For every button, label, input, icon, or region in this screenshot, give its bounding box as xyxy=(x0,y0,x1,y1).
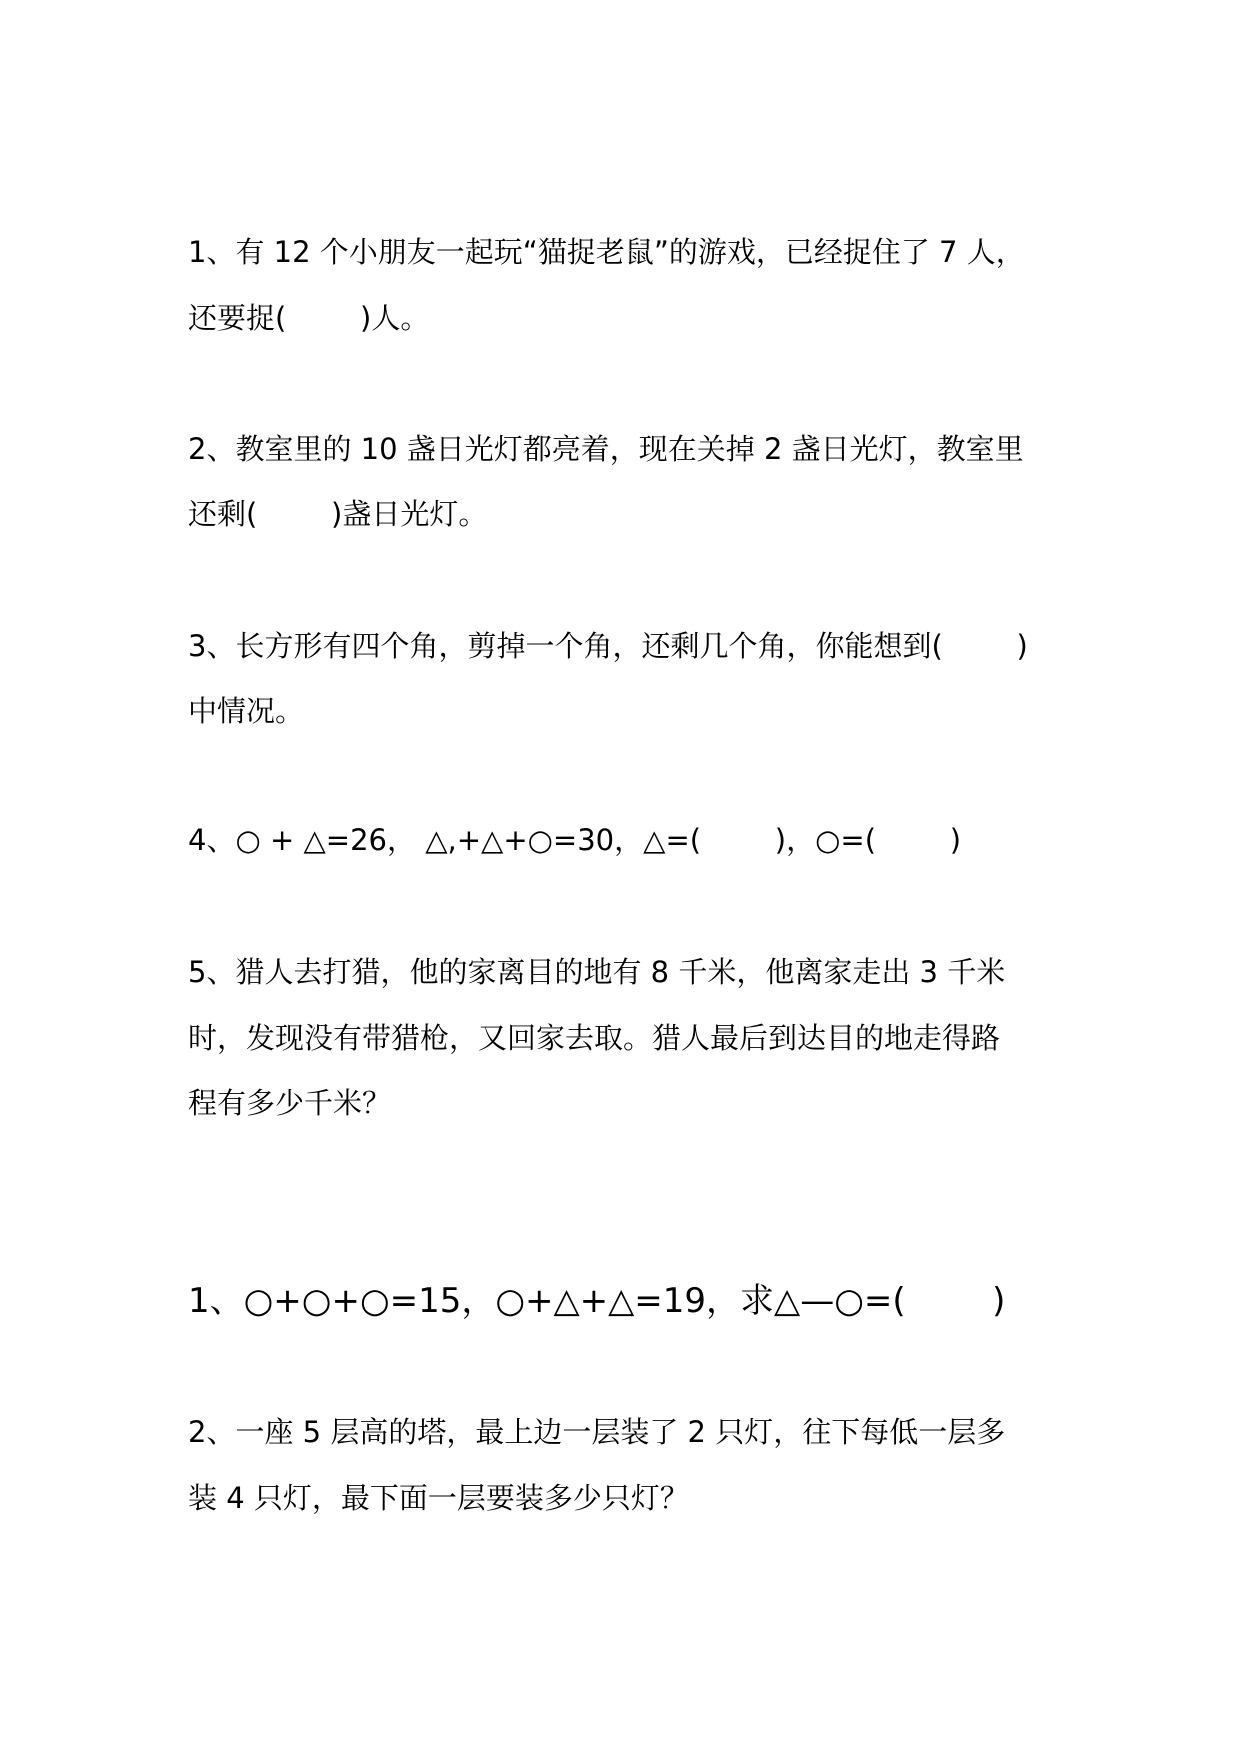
section2-question-1-line-1: 1、○+○+○=15，○+△+△=19，求△—○=( ) xyxy=(188,1281,1006,1321)
question-3-line-2: 中情况。 xyxy=(188,694,305,728)
question-5-line-1: 5、猎人去打猎，他的家离目的地有 8 千米，他离家走出 3 千米 xyxy=(188,955,1006,989)
question-2-line-1: 2、教室里的 10 盏日光灯都亮着，现在关掉 2 盏日光灯，教室里 xyxy=(188,432,1024,466)
question-3-line-1: 3、长方形有四个角，剪掉一个角，还剩几个角，你能想到( ) xyxy=(188,629,1028,663)
question-5-line-2: 时，发现没有带猎枪，又回家去取。猎人最后到达目的地走得路 xyxy=(188,1021,1001,1055)
section2-question-2-line-2: 装 4 只灯，最下面一层要装多少只灯？ xyxy=(188,1481,689,1515)
question-4-line-1: 4、○ + △=26， △,+△+○=30，△=( )，○=( ) xyxy=(188,823,962,857)
question-1-line-1: 1、有 12 个小朋友一起玩“猫捉老鼠”的游戏，已经捉住了 7 人， xyxy=(188,235,1025,269)
section2-question-2-line-1: 2、一座 5 层高的塔，最上边一层装了 2 只灯，往下每低一层多 xyxy=(188,1415,1006,1449)
question-1-line-2: 还要捉( )人。 xyxy=(188,301,430,335)
question-5-line-3: 程有多少千米？ xyxy=(188,1086,392,1120)
question-2-line-2: 还剩( )盏日光灯。 xyxy=(188,497,488,531)
